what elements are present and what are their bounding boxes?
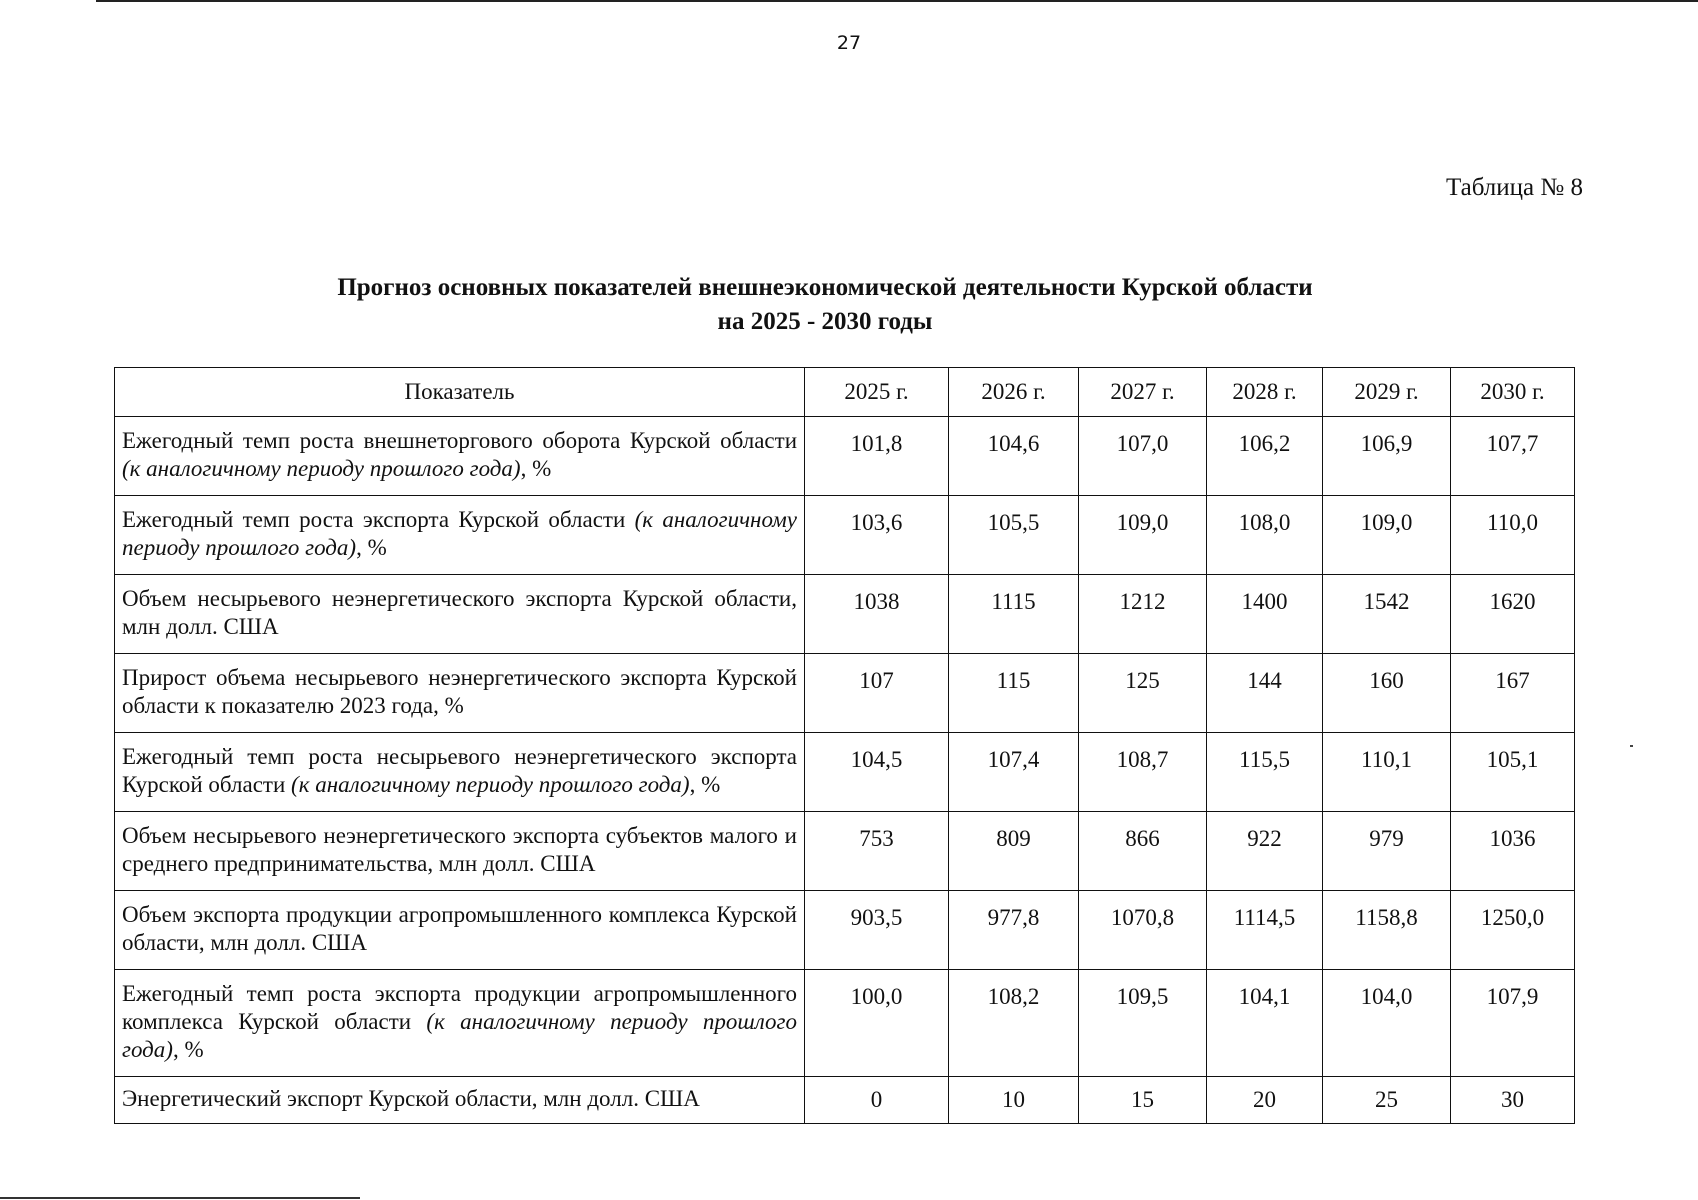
indicator-cell — [115, 654, 805, 733]
value-cell: 753 — [805, 812, 949, 891]
indicator-text: Ежегодный темп роста экспорта Курской области — [122, 507, 635, 532]
value-cell: 10 — [949, 1077, 1079, 1124]
value-cell: 1070,8 — [1079, 891, 1207, 970]
indicator-text: Ежегодный темп роста несырьевого неэнергетического экспорта Курской области — [122, 744, 797, 797]
value-cell: 104,6 — [949, 417, 1079, 496]
indicator-suffix: , % — [172, 1037, 204, 1062]
indicator-text: Ежегодный темп роста экспорта продукции агропромышленного комплекса Курской области — [122, 981, 797, 1034]
value-cell: 866 — [1079, 812, 1207, 891]
value-cell: 109,0 — [1079, 496, 1207, 575]
indicator-italic-text: (к аналогичному периоду прошлого года) — [291, 772, 690, 797]
value-cell: 25 — [1323, 1077, 1451, 1124]
header-indicator: Показатель — [115, 368, 805, 417]
indicator-text: Объем несырьевого неэнергетического экспорта субъектов малого и среднего предпринимательства, млн долл. США — [122, 823, 797, 876]
value-cell: 107 — [805, 654, 949, 733]
indicator-cell — [115, 496, 805, 575]
indicator-text: Прирост объема несырьевого неэнергетического экспорта Курской области к показателю 2023 года, % — [122, 665, 797, 718]
value-cell: 15 — [1079, 1077, 1207, 1124]
value-cell: 922 — [1207, 812, 1323, 891]
value-cell: 977,8 — [949, 891, 1079, 970]
value-cell: 1158,8 — [1323, 891, 1451, 970]
value-cell: 1400 — [1207, 575, 1323, 654]
indicator-text: Объем несырьевого неэнергетического экспорта Курской области, млн долл. США — [122, 586, 797, 639]
table-row — [115, 891, 1575, 970]
value-cell: 809 — [949, 812, 1079, 891]
bottom-border-line — [0, 1197, 360, 1199]
indicator-italic-text: (к аналогичному периоду прошлого года) — [122, 1009, 797, 1062]
value-cell: 107,9 — [1451, 970, 1575, 1077]
value-cell: 104,5 — [805, 733, 949, 812]
value-cell: 104,0 — [1323, 970, 1451, 1077]
value-cell: 110,0 — [1451, 496, 1575, 575]
table-row — [115, 970, 1575, 1077]
indicator-cell — [115, 891, 805, 970]
value-cell: 1115 — [949, 575, 1079, 654]
table-row — [115, 733, 1575, 812]
indicator-cell — [115, 970, 805, 1077]
page-number: 27 — [836, 32, 862, 54]
value-cell: 108,7 — [1079, 733, 1207, 812]
value-cell: 100,0 — [805, 970, 949, 1077]
value-cell: 108,0 — [1207, 496, 1323, 575]
table-row — [115, 575, 1575, 654]
value-cell: 115 — [949, 654, 1079, 733]
table-row — [115, 496, 1575, 575]
indicator-suffix: , % — [520, 456, 552, 481]
value-cell: 0 — [805, 1077, 949, 1124]
value-cell: 115,5 — [1207, 733, 1323, 812]
indicator-text: Объем экспорта продукции агропромышленного комплекса Курской области, млн долл. США — [122, 902, 797, 955]
forecast-table — [114, 367, 1575, 1124]
value-cell: 144 — [1207, 654, 1323, 733]
value-cell: 1038 — [805, 575, 949, 654]
table-label: Таблица № 8 — [1445, 174, 1583, 201]
indicator-cell — [115, 1077, 805, 1124]
value-cell: 167 — [1451, 654, 1575, 733]
value-cell: 1212 — [1079, 575, 1207, 654]
top-border-line — [96, 0, 1698, 2]
scan-speck — [1630, 745, 1633, 747]
value-cell: 1114,5 — [1207, 891, 1323, 970]
document-title — [220, 271, 1430, 339]
value-cell: 108,2 — [949, 970, 1079, 1077]
table-row — [115, 1077, 1575, 1124]
indicator-cell — [115, 733, 805, 812]
value-cell: 107,7 — [1451, 417, 1575, 496]
title-line-1: Прогноз основных показателей внешнеэкономической деятельности Курской области — [337, 274, 1313, 301]
indicator-cell — [115, 575, 805, 654]
value-cell: 105,5 — [949, 496, 1079, 575]
value-cell: 106,9 — [1323, 417, 1451, 496]
value-cell: 1542 — [1323, 575, 1451, 654]
indicator-text: Ежегодный темп роста внешнеторгового оборота Курской области — [122, 428, 797, 453]
table-header-row — [115, 368, 1575, 417]
table-row — [115, 812, 1575, 891]
header-year-2028: 2028 г. — [1207, 368, 1323, 417]
value-cell: 107,0 — [1079, 417, 1207, 496]
value-cell: 979 — [1323, 812, 1451, 891]
value-cell: 1620 — [1451, 575, 1575, 654]
value-cell: 1250,0 — [1451, 891, 1575, 970]
header-year-2026: 2026 г. — [949, 368, 1079, 417]
value-cell: 105,1 — [1451, 733, 1575, 812]
table-row — [115, 417, 1575, 496]
indicator-cell — [115, 812, 805, 891]
indicator-suffix: , % — [356, 535, 387, 560]
value-cell: 109,5 — [1079, 970, 1207, 1077]
indicator-cell — [115, 417, 805, 496]
indicator-italic-text: (к аналогичному периоду прошлого года) — [122, 456, 521, 481]
value-cell: 109,0 — [1323, 496, 1451, 575]
header-year-2027: 2027 г. — [1079, 368, 1207, 417]
value-cell: 160 — [1323, 654, 1451, 733]
value-cell: 103,6 — [805, 496, 949, 575]
indicator-italic-text: (к аналогичному периоду прошлого года) — [122, 507, 797, 560]
header-year-2025: 2025 г. — [805, 368, 949, 417]
value-cell: 104,1 — [1207, 970, 1323, 1077]
value-cell: 101,8 — [805, 417, 949, 496]
title-line-2: на 2025 - 2030 годы — [717, 308, 933, 335]
value-cell: 110,1 — [1323, 733, 1451, 812]
indicator-text: Энергетический экспорт Курской области, млн долл. США — [122, 1086, 700, 1111]
value-cell: 107,4 — [949, 733, 1079, 812]
value-cell: 30 — [1451, 1077, 1575, 1124]
table-row — [115, 654, 1575, 733]
value-cell: 20 — [1207, 1077, 1323, 1124]
header-year-2029: 2029 г. — [1323, 368, 1451, 417]
value-cell: 106,2 — [1207, 417, 1323, 496]
value-cell: 125 — [1079, 654, 1207, 733]
header-year-2030: 2030 г. — [1451, 368, 1575, 417]
value-cell: 1036 — [1451, 812, 1575, 891]
value-cell: 903,5 — [805, 891, 949, 970]
indicator-suffix: , % — [689, 772, 721, 797]
